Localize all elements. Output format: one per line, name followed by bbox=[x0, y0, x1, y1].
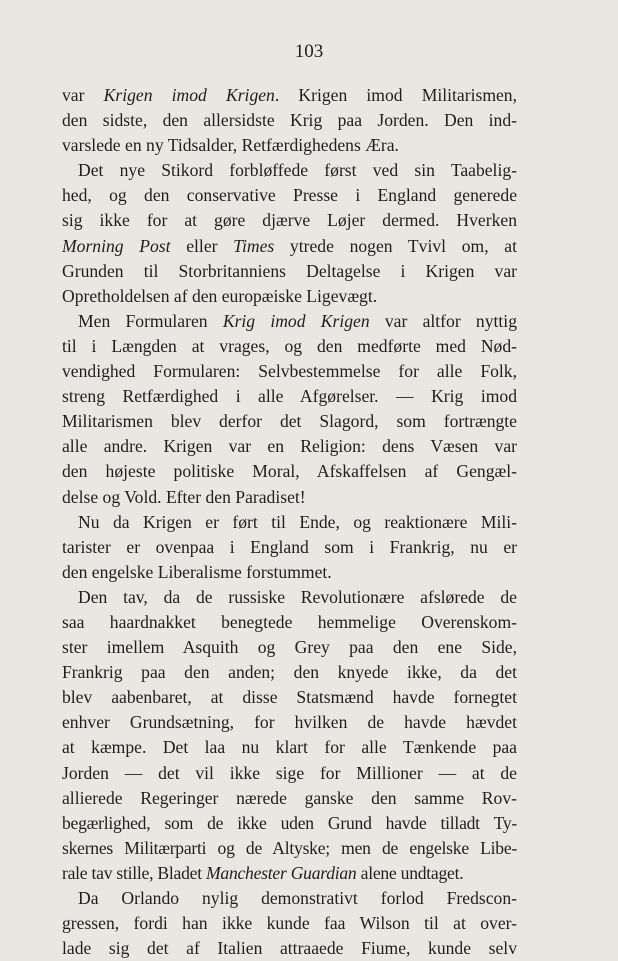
page-number: 103 bbox=[294, 41, 324, 62]
text-line: Militarismen blev derfor det Slagord, som fortrængte bbox=[62, 411, 517, 432]
text-line: Morning Post eller Times ytrede nogen Tvivl om, at bbox=[62, 235, 517, 256]
text-line: vendighed Formularen: Selvbestemmelse for alle Folk, bbox=[62, 361, 517, 382]
text-line: at kæmpe. Det laa nu klart for alle Tænkende paa bbox=[62, 737, 517, 758]
text-line: den sidste, den allersidste Krig paa Jorden. Den ind- bbox=[62, 110, 517, 131]
text-line: enhver Grundsætning, for hvilken de havde hævdet bbox=[62, 712, 517, 733]
text-line: Den tav, da de russiske Revolutionære afslørede de bbox=[78, 586, 517, 607]
text-line: hed, og den conservative Presse i England generede bbox=[62, 185, 517, 206]
text-line: den højeste politiske Moral, Afskaffelsen af Gengæl- bbox=[62, 461, 517, 482]
text-line: Nu da Krigen er ført til Ende, og reaktionære Mili- bbox=[78, 511, 517, 532]
text-line: Men Formularen Krig imod Krigen var altfor nyttig bbox=[78, 310, 517, 331]
body-text bbox=[62, 83, 517, 961]
text-line: rale tav stille, Bladet Manchester Guardian alene undtaget. bbox=[62, 862, 464, 883]
text-line: Da Orlando nylig demonstrativt forlod Fredscon- bbox=[78, 888, 517, 908]
text-line: ster imellem Asquith og Grey paa den ene Side, bbox=[62, 637, 517, 658]
text-line: streng Retfærdighed i alle Afgørelser. — Krig imod bbox=[62, 386, 517, 407]
text-line: delse og Vold. Efter den Paradiset! bbox=[62, 486, 306, 507]
text-line: gressen, fordi han ikke kunde faa Wilson til at over- bbox=[62, 913, 517, 934]
text-line: begærlighed, som de ikke uden Grund havde tilladt Ty- bbox=[62, 812, 517, 833]
text-line: Frankrig paa den anden; den knyede ikke, da det bbox=[62, 662, 517, 683]
text-line: lade sig det af Italien attraaede Fiume, kunde selv bbox=[62, 938, 517, 959]
text-line: Jorden — det vil ikke sige for Millioner — at de bbox=[62, 762, 517, 783]
text-line: skernes Militærparti og de Altyske; men de engelske Libe- bbox=[62, 837, 517, 858]
text-line: sig ikke for at gøre djærve Løjer dermed. Hverken bbox=[62, 210, 517, 231]
text-line: Det nye Stikord forbløffede først ved sin Taabelig- bbox=[78, 160, 517, 181]
text-line: Grunden til Storbritanniens Deltagelse i Krigen var bbox=[62, 260, 517, 281]
text-line: tarister er ovenpaa i England som i Frankrig, nu er bbox=[62, 536, 517, 557]
text-line: alle andre. Krigen var en Religion: dens Væsen var bbox=[62, 436, 517, 457]
text-line: varslede en ny Tidsalder, Retfærdighedens Æra. bbox=[62, 135, 399, 156]
text-line: blev aabenbaret, at disse Statsmænd havde fornegtet bbox=[62, 687, 517, 708]
text-line: Opretholdelsen af den europæiske Ligevægt. bbox=[62, 285, 378, 306]
text-line: den engelske Liberalisme forstummet. bbox=[62, 561, 332, 582]
text-line: allierede Regeringer nærede ganske den samme Rov- bbox=[62, 787, 517, 808]
text-line: saa haardnakket benegtede hemmelige Overenskom- bbox=[62, 611, 517, 632]
text-line: var Krigen imod Krigen. Krigen imod Militarismen, bbox=[62, 85, 518, 105]
text-line: til i Længden at vrages, og den medførte med Nød- bbox=[62, 335, 517, 356]
